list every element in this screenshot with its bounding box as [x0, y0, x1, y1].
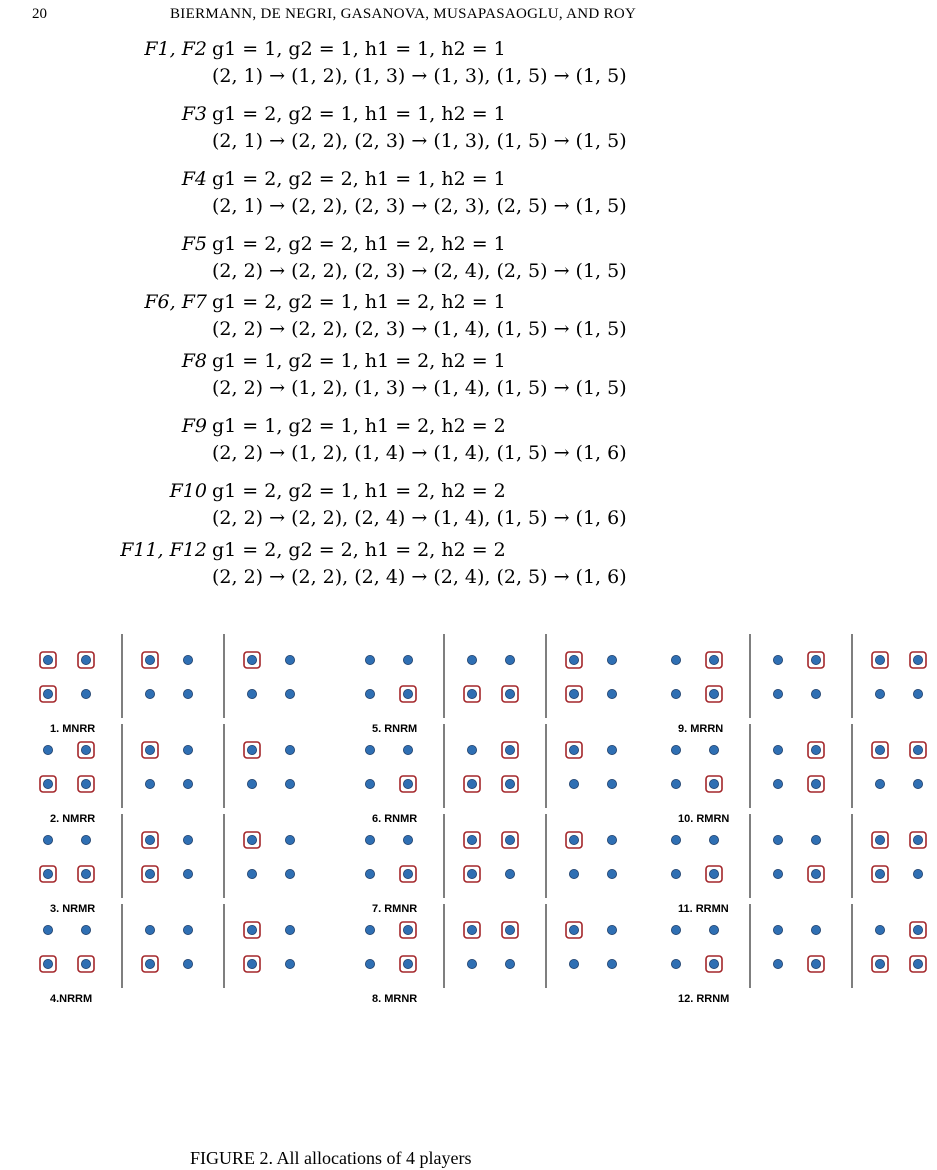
case-label: F9 — [181, 415, 207, 437]
player-dot — [81, 835, 90, 844]
player-dot — [709, 835, 718, 844]
player-dot — [403, 925, 412, 934]
player-dot — [505, 745, 514, 754]
allocation-group — [40, 904, 295, 1005]
player-dot — [811, 959, 820, 968]
player-dot — [773, 779, 782, 788]
player-dot — [505, 959, 514, 968]
case-conditions: g1 = 2, g2 = 2, h1 = 2, h2 = 1 — [212, 233, 506, 255]
allocation-group — [365, 724, 616, 825]
allocation-label: 3. NRMR — [50, 903, 96, 915]
allocation-label: 4.NRRM — [50, 993, 93, 1005]
player-dot — [913, 779, 922, 788]
player-dot — [811, 689, 820, 698]
player-dot — [145, 655, 154, 664]
allocation-group — [671, 634, 926, 735]
player-dot — [467, 959, 476, 968]
figure-caption: FIGURE 2. All allocations of 4 players — [190, 1148, 472, 1168]
player-dot — [81, 689, 90, 698]
allocation-label: 2. NMRR — [50, 813, 96, 825]
player-dot — [569, 779, 578, 788]
case-conditions: g1 = 1, g2 = 1, h1 = 2, h2 = 1 — [212, 350, 506, 372]
player-dot — [365, 869, 374, 878]
player-dot — [671, 779, 680, 788]
allocation-label: 1. MNRR — [50, 723, 96, 735]
player-dot — [569, 745, 578, 754]
player-dot — [913, 959, 922, 968]
player-dot — [773, 869, 782, 878]
player-dot — [247, 869, 256, 878]
player-dot — [183, 745, 192, 754]
player-dot — [569, 869, 578, 878]
player-dot — [403, 835, 412, 844]
player-dot — [671, 925, 680, 934]
case-mapping: (2, 1) → (1, 2), (1, 3) → (1, 3), (1, 5) → (1, 5) — [212, 65, 627, 87]
case-mapping: (2, 1) → (2, 2), (2, 3) → (1, 3), (1, 5) → (1, 5) — [212, 130, 627, 152]
player-dot — [607, 689, 616, 698]
case-block — [0, 34, 937, 92]
player-dot — [43, 655, 52, 664]
player-dot — [81, 925, 90, 934]
allocation-label: 12. RRNM — [678, 993, 730, 1005]
player-dot — [875, 779, 884, 788]
player-dot — [913, 745, 922, 754]
player-dot — [709, 869, 718, 878]
player-dot — [145, 835, 154, 844]
case-block — [0, 99, 937, 157]
player-dot — [247, 925, 256, 934]
player-dot — [467, 869, 476, 878]
running-header — [0, 6, 937, 30]
player-dot — [43, 689, 52, 698]
player-dot — [81, 779, 90, 788]
player-dot — [247, 779, 256, 788]
player-dot — [671, 655, 680, 664]
player-dot — [403, 655, 412, 664]
player-dot — [467, 835, 476, 844]
player-dot — [365, 779, 374, 788]
case-block — [0, 164, 937, 222]
player-dot — [671, 869, 680, 878]
player-dot — [811, 925, 820, 934]
case-label: F8 — [181, 350, 207, 372]
player-dot — [285, 689, 294, 698]
allocation-label: 6. RNMR — [372, 813, 418, 825]
player-dot — [403, 745, 412, 754]
player-dot — [81, 869, 90, 878]
player-dot — [773, 925, 782, 934]
player-dot — [365, 835, 374, 844]
case-conditions: g1 = 1, g2 = 1, h1 = 1, h2 = 1 — [212, 38, 506, 60]
allocation-group — [40, 724, 295, 825]
player-dot — [247, 745, 256, 754]
case-mapping: (2, 2) → (1, 2), (1, 4) → (1, 4), (1, 5) → (1, 6) — [212, 442, 627, 464]
player-dot — [285, 959, 294, 968]
player-dot — [285, 869, 294, 878]
player-dot — [709, 959, 718, 968]
player-dot — [183, 959, 192, 968]
player-dot — [773, 655, 782, 664]
case-block — [0, 287, 937, 345]
allocation-group — [40, 814, 295, 915]
player-dot — [183, 689, 192, 698]
player-dot — [365, 925, 374, 934]
player-dot — [773, 835, 782, 844]
case-conditions: g1 = 1, g2 = 1, h1 = 2, h2 = 2 — [212, 415, 506, 437]
player-dot — [285, 835, 294, 844]
player-dot — [43, 869, 52, 878]
player-dot — [81, 959, 90, 968]
player-dot — [811, 869, 820, 878]
player-dot — [875, 655, 884, 664]
player-dot — [875, 835, 884, 844]
player-dot — [671, 959, 680, 968]
case-mapping: (2, 2) → (2, 2), (2, 4) → (2, 4), (2, 5) → (1, 6) — [212, 566, 627, 588]
case-mapping: (2, 1) → (2, 2), (2, 3) → (2, 3), (2, 5) → (1, 5) — [212, 195, 627, 217]
player-dot — [773, 959, 782, 968]
player-dot — [145, 869, 154, 878]
player-dot — [247, 655, 256, 664]
player-dot — [913, 869, 922, 878]
player-dot — [467, 779, 476, 788]
player-dot — [43, 925, 52, 934]
case-label: F1, F2 — [144, 38, 207, 60]
player-dot — [607, 869, 616, 878]
case-conditions: g1 = 2, g2 = 1, h1 = 2, h2 = 2 — [212, 480, 506, 502]
player-dot — [247, 959, 256, 968]
player-dot — [403, 779, 412, 788]
player-dot — [709, 689, 718, 698]
allocation-group — [365, 634, 616, 735]
case-block — [0, 411, 937, 469]
case-label: F11, F12 — [120, 539, 207, 561]
player-dot — [709, 655, 718, 664]
allocation-figure — [0, 620, 937, 1100]
player-dot — [875, 959, 884, 968]
player-dot — [403, 869, 412, 878]
case-conditions: g1 = 2, g2 = 2, h1 = 1, h2 = 1 — [212, 168, 506, 190]
player-dot — [709, 779, 718, 788]
player-dot — [505, 655, 514, 664]
player-dot — [145, 925, 154, 934]
player-dot — [285, 925, 294, 934]
player-dot — [403, 689, 412, 698]
allocation-label: 7. RMNR — [372, 903, 418, 915]
player-dot — [671, 689, 680, 698]
player-dot — [183, 835, 192, 844]
player-dot — [811, 835, 820, 844]
page-number: 20 — [32, 6, 47, 22]
case-label: F5 — [181, 233, 207, 255]
allocation-group — [671, 904, 926, 1005]
player-dot — [773, 689, 782, 698]
player-dot — [607, 779, 616, 788]
case-mapping: (2, 2) → (2, 2), (2, 3) → (1, 4), (1, 5) → (1, 5) — [212, 318, 627, 340]
case-conditions: g1 = 2, g2 = 1, h1 = 2, h2 = 1 — [212, 291, 506, 313]
player-dot — [467, 689, 476, 698]
player-dot — [505, 835, 514, 844]
player-dot — [569, 655, 578, 664]
player-dot — [607, 925, 616, 934]
player-dot — [285, 745, 294, 754]
allocation-group — [671, 814, 926, 915]
player-dot — [145, 689, 154, 698]
player-dot — [811, 779, 820, 788]
player-dot — [607, 835, 616, 844]
case-mapping: (2, 2) → (2, 2), (2, 3) → (2, 4), (2, 5) → (1, 5) — [212, 260, 627, 282]
player-dot — [505, 925, 514, 934]
player-dot — [145, 959, 154, 968]
player-dot — [607, 745, 616, 754]
player-dot — [467, 925, 476, 934]
case-block — [0, 476, 937, 534]
case-label: F3 — [181, 103, 207, 125]
player-dot — [607, 655, 616, 664]
allocation-label: 11. RRMN — [678, 903, 729, 915]
player-dot — [403, 959, 412, 968]
player-dot — [145, 745, 154, 754]
player-dot — [365, 689, 374, 698]
player-dot — [365, 655, 374, 664]
player-dot — [365, 745, 374, 754]
player-dot — [505, 779, 514, 788]
allocation-group — [671, 724, 926, 825]
player-dot — [709, 925, 718, 934]
case-label: F4 — [181, 168, 207, 190]
player-dot — [569, 835, 578, 844]
player-dot — [43, 835, 52, 844]
player-dot — [247, 835, 256, 844]
allocation-group — [365, 904, 616, 1005]
player-dot — [285, 779, 294, 788]
allocation-label: 10. RMRN — [678, 813, 730, 825]
player-dot — [43, 959, 52, 968]
player-dot — [607, 959, 616, 968]
player-dot — [247, 689, 256, 698]
player-dot — [81, 745, 90, 754]
case-mapping: (2, 2) → (2, 2), (2, 4) → (1, 4), (1, 5) → (1, 6) — [212, 507, 627, 529]
case-block — [0, 535, 937, 593]
player-dot — [145, 779, 154, 788]
case-block — [0, 229, 937, 287]
player-dot — [569, 959, 578, 968]
player-dot — [913, 925, 922, 934]
allocation-group — [40, 634, 295, 735]
player-dot — [183, 925, 192, 934]
player-dot — [285, 655, 294, 664]
player-dot — [365, 959, 374, 968]
player-dot — [913, 689, 922, 698]
allocation-label: 9. MRRN — [678, 723, 724, 735]
case-conditions: g1 = 2, g2 = 2, h1 = 2, h2 = 2 — [212, 539, 506, 561]
player-dot — [467, 655, 476, 664]
case-block — [0, 346, 937, 404]
player-dot — [43, 779, 52, 788]
player-dot — [875, 689, 884, 698]
player-dot — [671, 835, 680, 844]
player-dot — [183, 655, 192, 664]
player-dot — [505, 689, 514, 698]
case-mapping: (2, 2) → (1, 2), (1, 3) → (1, 4), (1, 5) → (1, 5) — [212, 377, 627, 399]
player-dot — [875, 869, 884, 878]
player-dot — [671, 745, 680, 754]
player-dot — [913, 835, 922, 844]
player-dot — [81, 655, 90, 664]
player-dot — [709, 745, 718, 754]
case-conditions: g1 = 2, g2 = 1, h1 = 1, h2 = 1 — [212, 103, 506, 125]
allocation-grid-svg — [0, 620, 937, 1100]
player-dot — [569, 689, 578, 698]
allocation-label: 8. MRNR — [372, 993, 418, 1005]
player-dot — [183, 869, 192, 878]
player-dot — [569, 925, 578, 934]
allocation-label: 5. RNRM — [372, 723, 418, 735]
player-dot — [43, 745, 52, 754]
allocation-group — [365, 814, 616, 915]
player-dot — [811, 655, 820, 664]
player-dot — [875, 745, 884, 754]
running-head-authors: BIERMANN, DE NEGRI, GASANOVA, MUSAPASAOGLU, AND ROY — [170, 6, 637, 22]
player-dot — [773, 745, 782, 754]
case-label: F6, F7 — [144, 291, 207, 313]
player-dot — [505, 869, 514, 878]
case-label: F10 — [169, 480, 207, 502]
player-dot — [913, 655, 922, 664]
player-dot — [467, 745, 476, 754]
player-dot — [811, 745, 820, 754]
player-dot — [875, 925, 884, 934]
player-dot — [183, 779, 192, 788]
